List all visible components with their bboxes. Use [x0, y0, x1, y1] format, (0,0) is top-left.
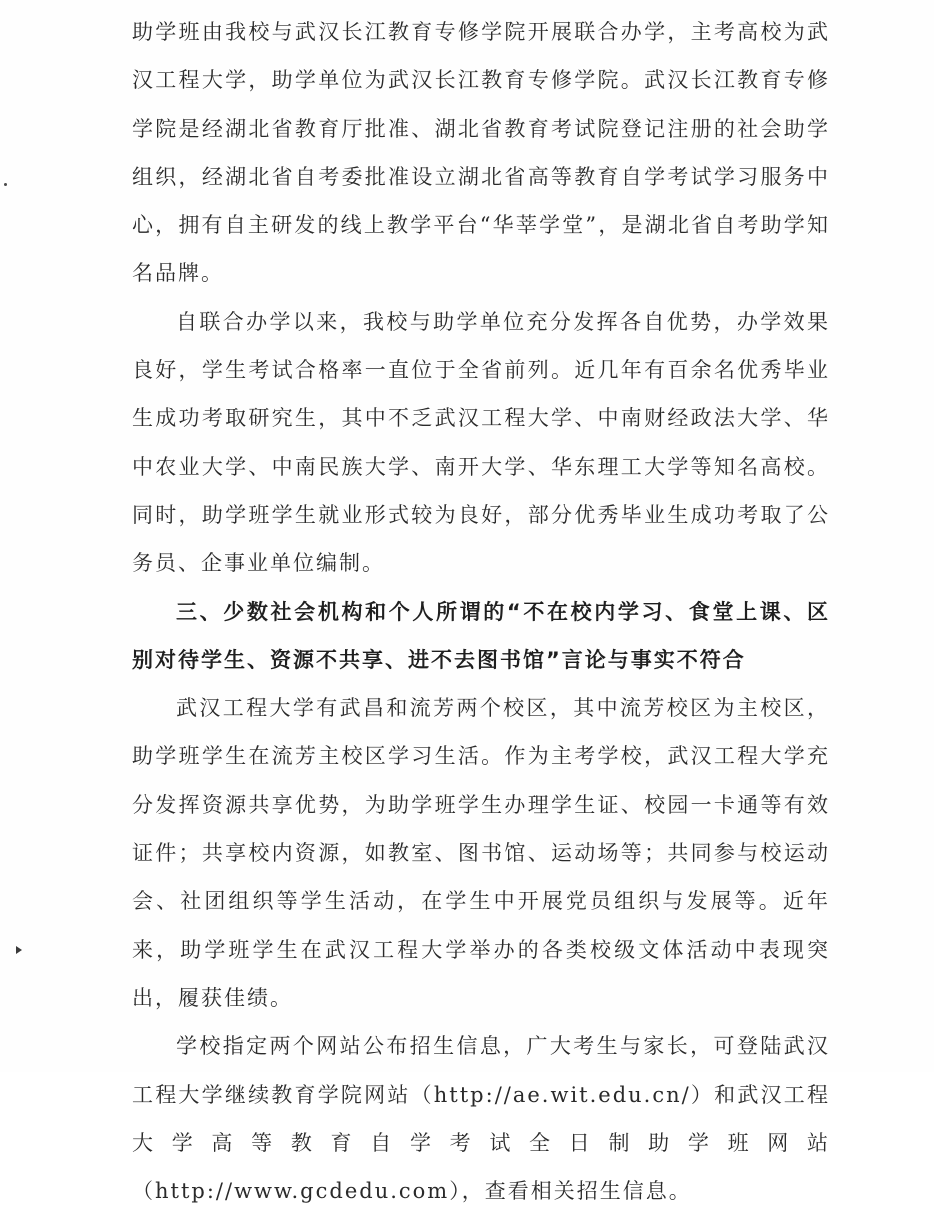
scan-margin-mark — [16, 946, 22, 954]
paragraph-enrollment-websites: 学校指定两个网站公布招生信息，广大考生与家长，可登陆武汉工程大学继续教育学院网站（http://ae.wit.edu.cn/）和武汉工程大学高等教育自学考试全日制助学班网站（http://www.gcdedu.com），查看相关招生信息。 — [132, 1034, 830, 1204]
paragraph-joint-results: 自联合办学以来，我校与助学单位充分发挥各自优势，办学效果良好，学生考试合格率一直位于全省前列。近几年有百余名优秀毕业生成功考取研究生，其中不乏武汉工程大学、中南财经政法大学、华中农业大学、中南民族大学、南开大学、华东理工大学等知名高校。同时，助学班学生就业形式较为良好，部分优秀毕业生成功考取了公务员、企事业单位编制。 — [132, 309, 830, 576]
section-heading-three: 三、少数社会机构和个人所谓的“不在校内学习、食堂上课、区别对待学生、资源不共享、进不去图书馆”言论与事实不符合 — [132, 599, 830, 672]
paragraph-continuation: 助学班由我校与武汉长江教育专修学院开展联合办学，主考高校为武汉工程大学，助学单位为武汉长江教育专修学院。武汉长江教育专修学院是经湖北省教育厅批准、湖北省教育考试院登记注册的社会助学组织，经湖北省自考委批准设立湖北省高等教育自学考试学习服务中心，拥有自主研发的线上教学平台“华莘学堂”，是湖北省自考助学知名品牌。 — [132, 20, 830, 286]
scan-speck — [4, 183, 7, 186]
document-body — [132, 8, 830, 1215]
paragraph-campus-resources: 武汉工程大学有武昌和流芳两个校区，其中流芳校区为主校区，助学班学生在流芳主校区学习生活。作为主考学校，武汉工程大学充分发挥资源共享优势，为助学班学生办理学生证、校园一卡通等有效证件；共享校内资源，如教室、图书馆、运动场等；共同参与校运动会、社团组织等学生活动，在学生中开展党员组织与发展等。近年来，助学班学生在武汉工程大学举办的各类校级文体活动中表现突出，履获佳绩。 — [132, 696, 830, 1010]
